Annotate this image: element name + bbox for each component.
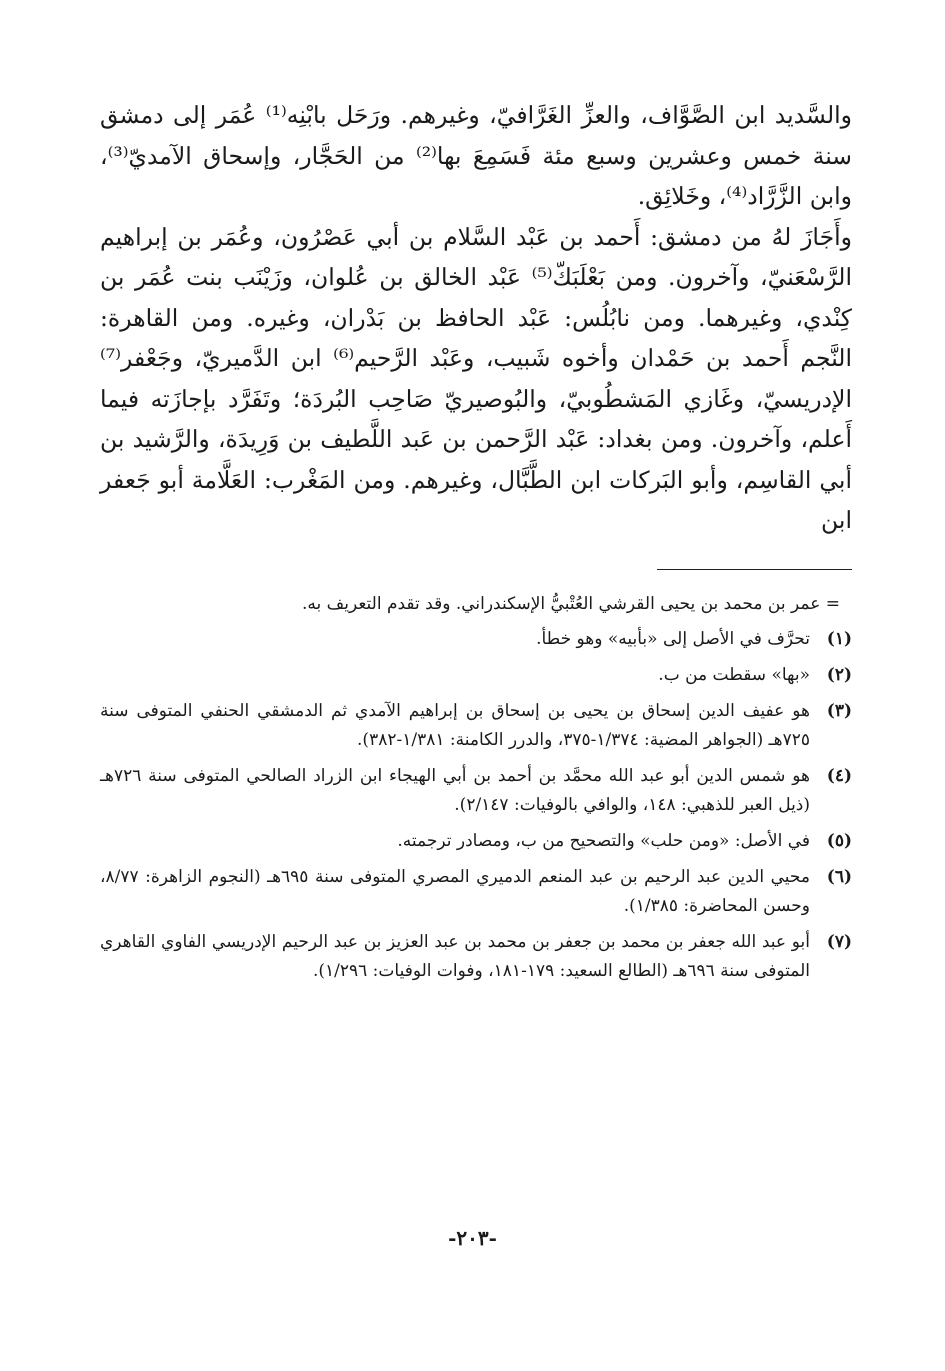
footnote-continuation: = عمر بن محمد بن يحيى القرشي العُتْبيُّ الإسكندراني. وقد تقدم التعريف به.	[301, 593, 840, 614]
footnote-text: هو عفيف الدين إسحاق بن يحيى بن إسحاق بن إبراهيم الآمدي ثم الدمشقي الحنفي المتوفى سنة ٧٢٥هـ (الجواهر المضية: ١/٣٧٤-٣٧٥، والدرر الكامنة: ١/٣٨١-٣٨٢).	[100, 700, 810, 750]
footnote-3	[100, 697, 852, 755]
footnote-divider	[657, 569, 852, 570]
footnote-text: أبو عبد الله جعفر بن محمد بن جعفر بن محمد بن عبد العزيز بن عبد الرحيم الإدريسي الفاوي القاهري المتوفى سنة ٦٩٦هـ (الطالع السعيد: ١٧٩-١٨١، وفوات الوفيات: ١/٢٩٦).	[100, 931, 810, 981]
footnote-number: (٧)	[826, 931, 852, 952]
footnote-number: (٤)	[826, 765, 852, 786]
footnote-text: محيي الدين عبد الرحيم بن عبد المنعم الدميري المصري المتوفى سنة ٦٩٥هـ (النجوم الزاهرة: ٨/٧٧، وحسن المحاضرة: ١/٣٨٥).	[100, 866, 810, 916]
footnote-number: (٢)	[826, 664, 852, 685]
page-number: -٢٠٣-	[448, 1226, 497, 1250]
footnote-7	[100, 928, 852, 986]
footnote-number: (٥)	[826, 830, 852, 851]
footnote-text: في الأصل: «ومن حلب» والتصحيح من ب، ومصادر ترجمته.	[397, 830, 810, 851]
main-text	[100, 95, 852, 541]
footnote-1	[100, 625, 852, 654]
footnotes	[100, 590, 852, 986]
footnote-6	[100, 863, 852, 921]
footnote-4	[100, 762, 852, 820]
footnote-number: (٣)	[826, 700, 852, 721]
footnote-text: هو شمس الدين أبو عبد الله محمَّد بن أحمد بن أبي الهيجاء ابن الزراد الصالحي المتوفى سنة ٧٢٦هـ (ذيل العبر للذهبي: ١٤٨، والوافي بالوفيات: ٢/١٤٧).	[100, 765, 810, 815]
footnote-text: تحرَّف في الأصل إلى «بأبيه» وهو خطأ.	[536, 628, 810, 649]
paragraph-2: وأَجَازَ لهُ من دمشق: أَحمد بن عَبْد السَّلام بن أبي عَصْرُون، وعُمَر بن إبراهيم الرَّسْعَنيّ، وآخرون. ومن بَعْلَبَكّ⁽⁵⁾ عَبْد الخالق بن عُلوان، وزَيْنَب بنت عُمَر بن كِنْدي، وغيرهما. ومن نابُلُس: عَبْد الحافظ بن بَدْران، وغيره. ومن القاهرة: النَّجم أَحمد بن حَمْدان وأخوه شَبيب، وعَبْد الرَّحيم⁽⁶⁾ ابن الدَّميريّ، وجَعْفر⁽⁷⁾ الإدريسيّ، وغَازي المَشطُوبيّ، والبُوصيريّ صَاحِب البُردَة؛ وتَفَرَّد بإجازَته فيما أَعلم، وآخرون. ومن بغداد: عَبْد الرَّحمن بن عَبد اللَّطيف بن وَرِيدَة، والرَّشيد بن أبي القاسِم، وأبو البَركات ابن الطَّبَّال، وغيرهم. ومن المَغْرب: العَلَّامة أبو جَعفر ابن	[100, 222, 852, 534]
footnote-text: «بها» سقطت من ب.	[658, 664, 810, 685]
footnote-number: (٦)	[826, 866, 852, 887]
paragraph-1: والسَّديد ابن الصَّوَّاف، والعزِّ الغَرَّافيّ، وغيرهم. ورَحَل بابْنِه⁽¹⁾ عُمَر إلى دمشق سنة خمس وعشرين وسبع مئة فَسَمِعَ بها⁽²⁾ من الحَجَّار، وإسحاق الآمديّ⁽³⁾، وابن الزَّرَّاد⁽⁴⁾، وخَلائِق.	[100, 101, 852, 210]
page-content	[100, 95, 852, 1355]
footnote-number: (١)	[826, 628, 852, 649]
footnote-5	[100, 827, 852, 856]
footnote-2	[100, 661, 852, 690]
